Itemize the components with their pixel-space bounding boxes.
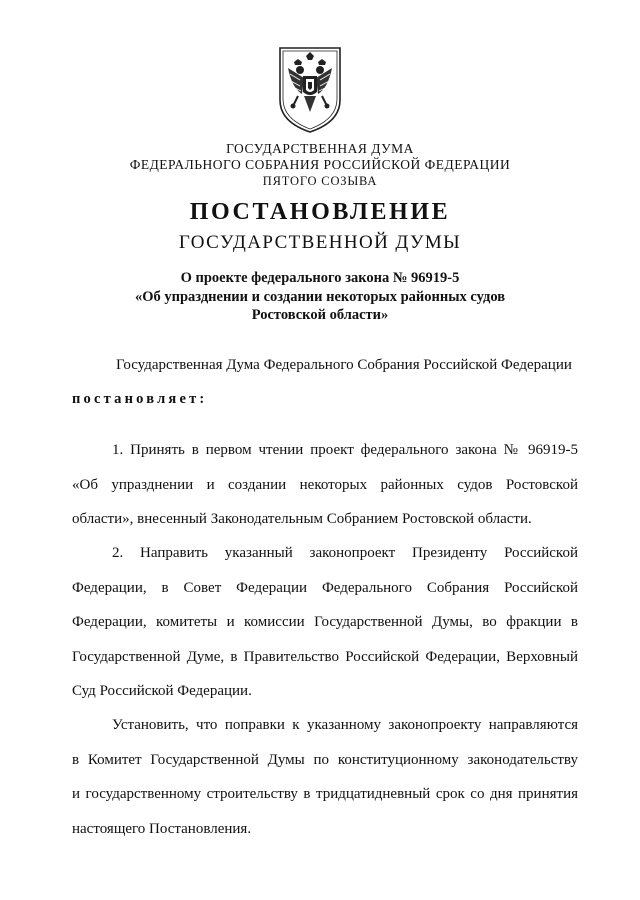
- issuing-authority: ГОСУДАРСТВЕННОЙ ДУМЫ: [178, 232, 462, 253]
- subject-line-1: О проекте федерального закона № 96919-5: [180, 270, 460, 286]
- item2-line-2: Федерации, в Совет Федерации Федерального Собрания Российской: [72, 580, 578, 596]
- item1-line-3: области», внесенный Законодательным Собранием Ростовской области.: [72, 511, 532, 527]
- convocation-line: ПЯТОГО СОЗЫВА: [262, 174, 378, 188]
- item2-line-3: Федерации, комитеты и комиссии Государственной Думы, во фракции в: [72, 614, 578, 630]
- preamble: Государственная Дума Федерального Собрания Российской Федерации: [116, 357, 572, 373]
- russian-coat-of-arms-icon: [276, 44, 344, 136]
- item1-line-2: «Об упразднении и создании некоторых районных судов Ростовской: [72, 477, 578, 493]
- item3-line-3: и государственному строительству в тридцатидневный срок со дня принятия: [72, 786, 578, 802]
- item3-line-1: Установить, что поправки к указанному законопроекту направляются: [112, 717, 578, 733]
- subject-line-3: Ростовской области»: [251, 307, 389, 323]
- org-name-line-1: ГОСУДАРСТВЕННАЯ ДУМА: [226, 141, 414, 156]
- org-name-line-2: ФЕДЕРАЛЬНОГО СОБРАНИЯ РОССИЙСКОЙ ФЕДЕРАЦИИ: [129, 157, 511, 172]
- item2-line-1: 2. Направить указанный законопроект Президенту Российской: [112, 545, 578, 561]
- item2-line-5: Суд Российской Федерации.: [72, 683, 252, 699]
- resolves-word: постановляет:: [72, 391, 208, 407]
- item2-line-4: Государственной Думе, в Правительство Российской Федерации, Верховный: [72, 649, 578, 665]
- item3-line-4: настоящего Постановления.: [72, 821, 252, 837]
- item1-line-1: 1. Принять в первом чтении проект федерального закона № 96919-5: [112, 442, 578, 458]
- item3-line-2: в Комитет Государственной Думы по конституционному законодательству: [72, 752, 578, 768]
- document-type-title: ПОСТАНОВЛЕНИЕ: [189, 199, 451, 225]
- subject-line-2: «Об упразднении и создании некоторых районных судов: [134, 289, 506, 305]
